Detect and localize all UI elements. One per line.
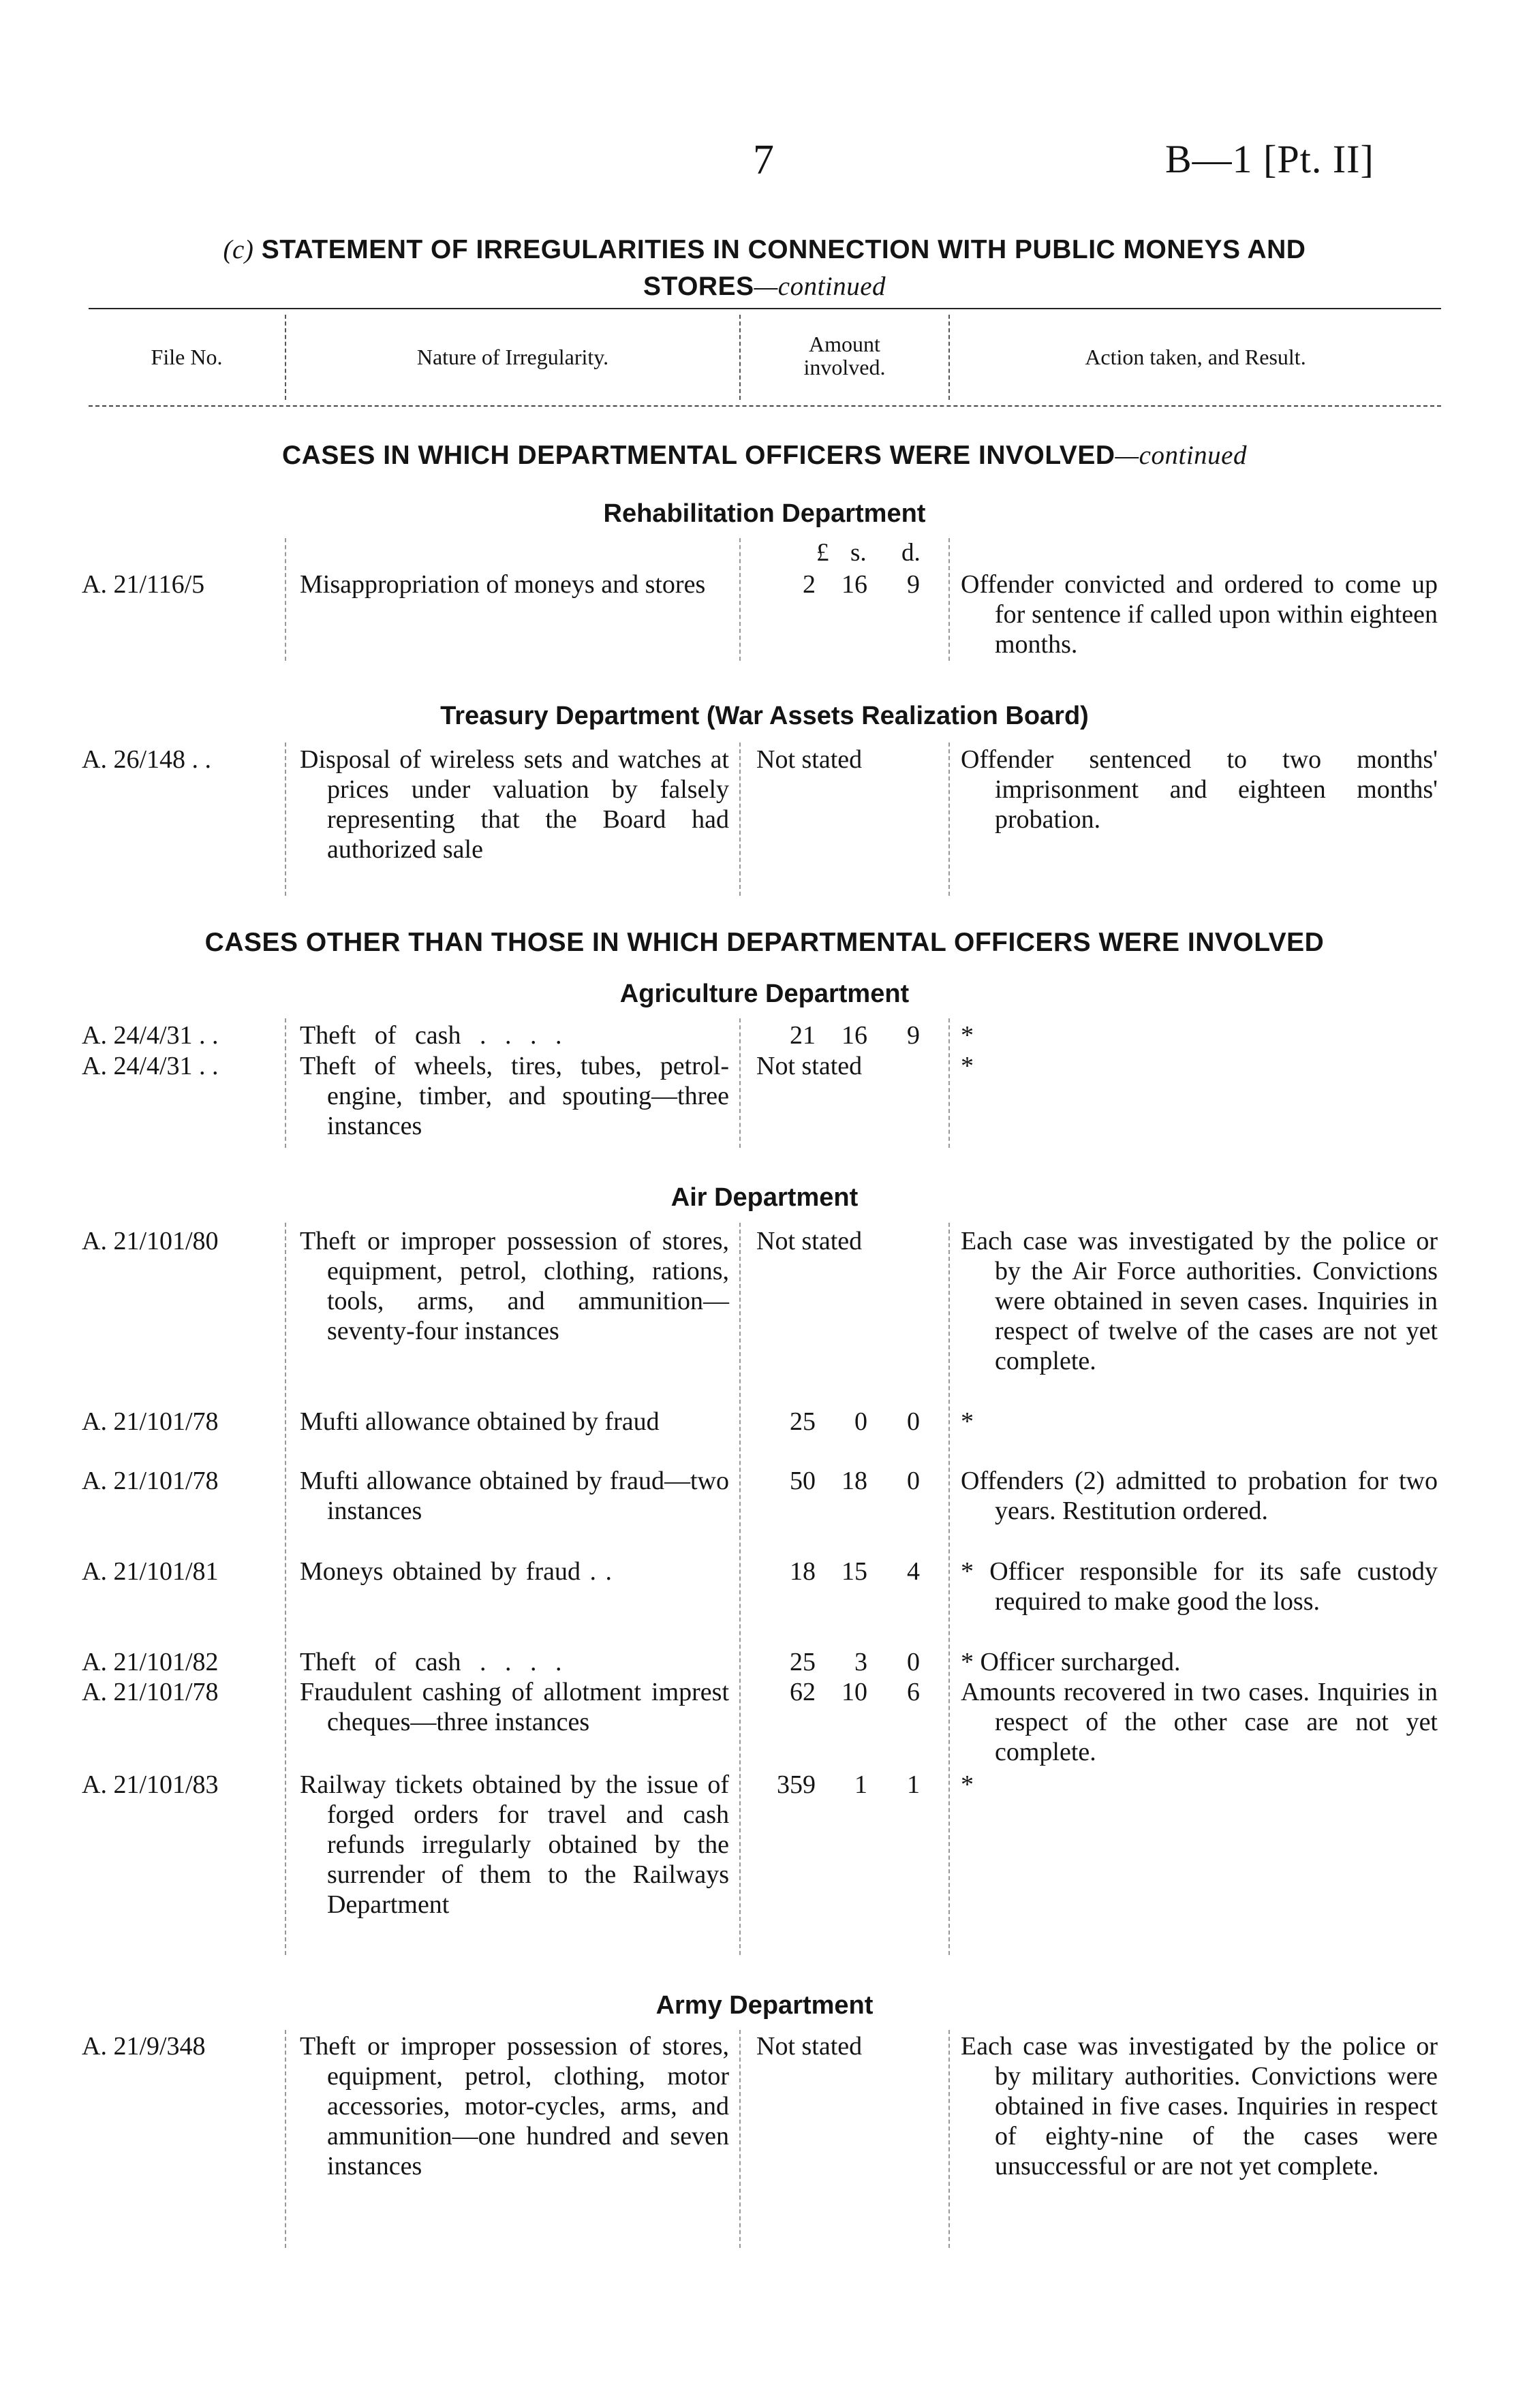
- row-file-no: A. 21/101/78: [82, 1407, 219, 1436]
- row-file-no: A. 21/9/348: [82, 2032, 206, 2061]
- row-action: *: [961, 1052, 974, 1080]
- row-nature: Disposal of wireless sets and watches at prices under valuation by falsely representing that the Board had authorized sale: [300, 745, 729, 864]
- statement-title-line1: STATEMENT OF IRREGULARITIES IN CONNECTION WITH PUBLIC MONEYS AND: [261, 235, 1306, 264]
- body-divider-action: [948, 2030, 950, 2248]
- body-divider-nature: [285, 742, 286, 896]
- row-file-no: A. 21/101/78: [82, 1467, 219, 1495]
- row-amount-pounds: 21: [790, 1021, 816, 1050]
- row-amount-shillings: 16: [841, 570, 867, 599]
- body-divider-action: [948, 538, 950, 661]
- column-header-action: Action taken, and Result.: [1085, 345, 1306, 369]
- row-action: *: [961, 1021, 974, 1050]
- row-action: Each case was investigated by the police or by the Air Force authorities. Convictions were obtained in seven cases. Inquiries in respect of twelve of the cases are not yet complete.: [961, 1227, 1438, 1375]
- row-nature: Theft of wheels, tires, tubes, petrol-engine, timber, and spouting—three instances: [300, 1052, 729, 1140]
- row-nature: Theft of cash . . . .: [300, 1021, 562, 1050]
- row-amount-pounds: 62: [790, 1678, 816, 1706]
- department-treasury: Treasury Department (War Assets Realization Board): [440, 702, 1089, 730]
- row-action: Offenders (2) admitted to probation for two years. Restitution ordered.: [961, 1467, 1438, 1525]
- row-file-no: A. 24/4/31 . .: [82, 1052, 219, 1080]
- currency-pounds-header: £: [816, 539, 829, 567]
- row-amount-pence: 9: [907, 570, 920, 599]
- row-amount-pounds: 25: [790, 1648, 816, 1676]
- row-amount-shillings: 15: [841, 1557, 867, 1586]
- body-divider-action: [948, 1018, 950, 1148]
- row-action: Offender sentenced to two months' imprisonment and eighteen months' probation.: [961, 745, 1438, 834]
- section-officers-involved: [95, 440, 1434, 471]
- row-amount-shillings: 10: [841, 1678, 867, 1706]
- row-amount-pence: 0: [907, 1648, 920, 1676]
- header-bottom-rule: [89, 405, 1441, 407]
- body-divider-amount: [739, 1223, 741, 1955]
- row-file-no: A. 24/4/31 . .: [82, 1021, 219, 1050]
- row-amount-shillings: 18: [841, 1467, 867, 1495]
- body-divider-amount: [739, 538, 741, 661]
- row-amount-not-stated: Not stated: [756, 1052, 863, 1080]
- row-action: *: [961, 1770, 974, 1799]
- currency-pence-header: d.: [901, 539, 921, 567]
- row-file-no: A. 21/101/83: [82, 1770, 219, 1799]
- statement-prefix: (c): [223, 235, 254, 264]
- statement-title: [95, 232, 1434, 305]
- body-divider-nature: [285, 538, 286, 661]
- section-others: CASES OTHER THAN THOSE IN WHICH DEPARTMENTAL OFFICERS WERE INVOLVED: [204, 928, 1325, 957]
- row-file-no: A. 21/101/78: [82, 1678, 219, 1706]
- row-action: * Officer responsible for its safe custody required to make good the loss.: [961, 1557, 1438, 1616]
- column-header-amount-line1: Amount: [809, 332, 880, 356]
- row-amount-pence: 1: [907, 1770, 920, 1799]
- page-number: 7: [753, 137, 774, 183]
- row-nature: Fraudulent cashing of allotment imprest cheques—three instances: [300, 1678, 729, 1736]
- row-nature: Moneys obtained by fraud . .: [300, 1557, 612, 1586]
- row-action: Amounts recovered in two cases. Inquiries in respect of the other case are not yet complete.: [961, 1678, 1438, 1766]
- row-nature: Mufti allowance obtained by fraud: [300, 1407, 660, 1436]
- column-header-amount: [741, 332, 948, 379]
- row-amount-pence: 0: [907, 1407, 920, 1436]
- row-file-no: A. 26/148 . .: [82, 745, 211, 774]
- row-amount-not-stated: Not stated: [756, 745, 863, 774]
- column-header-nature: Nature of Irregularity.: [416, 345, 609, 369]
- row-amount-shillings: 1: [854, 1770, 867, 1799]
- department-army: Army Department: [655, 1991, 874, 2020]
- body-divider-nature: [285, 1223, 286, 1955]
- body-divider-amount: [739, 1018, 741, 1148]
- department-rehabilitation: Rehabilitation Department: [603, 499, 926, 528]
- body-divider-nature: [285, 1018, 286, 1148]
- row-amount-pounds: 2: [803, 570, 816, 599]
- column-header-amount-line2: involved.: [803, 355, 886, 379]
- row-file-no: A. 21/116/5: [82, 570, 205, 599]
- section-officers-title: CASES IN WHICH DEPARTMENTAL OFFICERS WERE INVOLVED: [282, 441, 1115, 470]
- department-air: Air Department: [670, 1183, 859, 1212]
- body-divider-amount: [739, 2030, 741, 2248]
- statement-suffix: —continued: [754, 272, 886, 301]
- department-agriculture: Agriculture Department: [619, 980, 910, 1008]
- body-divider-nature: [285, 2030, 286, 2248]
- row-action: Offender convicted and ordered to come up for sentence if called upon within eighteen months.: [961, 570, 1438, 659]
- row-amount-shillings: 3: [854, 1648, 867, 1676]
- row-amount-pounds: 25: [790, 1407, 816, 1436]
- row-nature: Theft or improper possession of stores, equipment, petrol, clothing, motor accessories, motor-cycles, arms, and ammunition—one hundred and seven instances: [300, 2032, 729, 2180]
- row-action: * Officer surcharged.: [961, 1648, 1181, 1676]
- row-file-no: A. 21/101/82: [82, 1648, 219, 1676]
- row-amount-pounds: 50: [790, 1467, 816, 1495]
- column-header-file-no: File No.: [151, 345, 223, 369]
- section-officers-suffix: —continued: [1115, 441, 1247, 470]
- row-amount-pence: 4: [907, 1557, 920, 1586]
- row-action: Each case was investigated by the police or by military authorities. Convictions were obtained in five cases. Inquiries in respect of eighty-nine of the cases were unsuccessful or are not yet complete.: [961, 2032, 1438, 2180]
- currency-shillings-header: s.: [850, 539, 867, 567]
- statement-title-line2: STORES: [643, 272, 754, 301]
- document-reference: B—1 [Pt. II]: [1165, 137, 1374, 181]
- row-nature: Mufti allowance obtained by fraud—two instances: [300, 1467, 729, 1525]
- row-amount-pounds: 18: [790, 1557, 816, 1586]
- row-file-no: A. 21/101/81: [82, 1557, 219, 1586]
- body-divider-action: [948, 742, 950, 896]
- row-amount-shillings: 0: [854, 1407, 867, 1436]
- row-nature: Theft or improper possession of stores, equipment, petrol, clothing, rations, tools, arms, and ammunition—seventy-four instances: [300, 1227, 729, 1345]
- row-nature: Theft of cash . . . .: [300, 1648, 562, 1676]
- body-divider-action: [948, 1223, 950, 1955]
- header-top-rule: [89, 308, 1441, 309]
- row-amount-pence: 6: [907, 1678, 920, 1706]
- row-amount-not-stated: Not stated: [756, 2032, 863, 2061]
- body-divider-amount: [739, 742, 741, 896]
- row-file-no: A. 21/101/80: [82, 1227, 219, 1255]
- row-amount-shillings: 16: [841, 1021, 867, 1050]
- row-amount-pounds: 359: [777, 1770, 816, 1799]
- row-amount-not-stated: Not stated: [756, 1227, 863, 1255]
- row-amount-pence: 9: [907, 1021, 920, 1050]
- row-action: *: [961, 1407, 974, 1436]
- row-amount-pence: 0: [907, 1467, 920, 1495]
- row-nature: Railway tickets obtained by the issue of forged orders for travel and cash refunds irregularly obtained by the surrender of them to the Railways Department: [300, 1770, 729, 1919]
- row-nature: Misappropriation of moneys and stores: [300, 570, 706, 599]
